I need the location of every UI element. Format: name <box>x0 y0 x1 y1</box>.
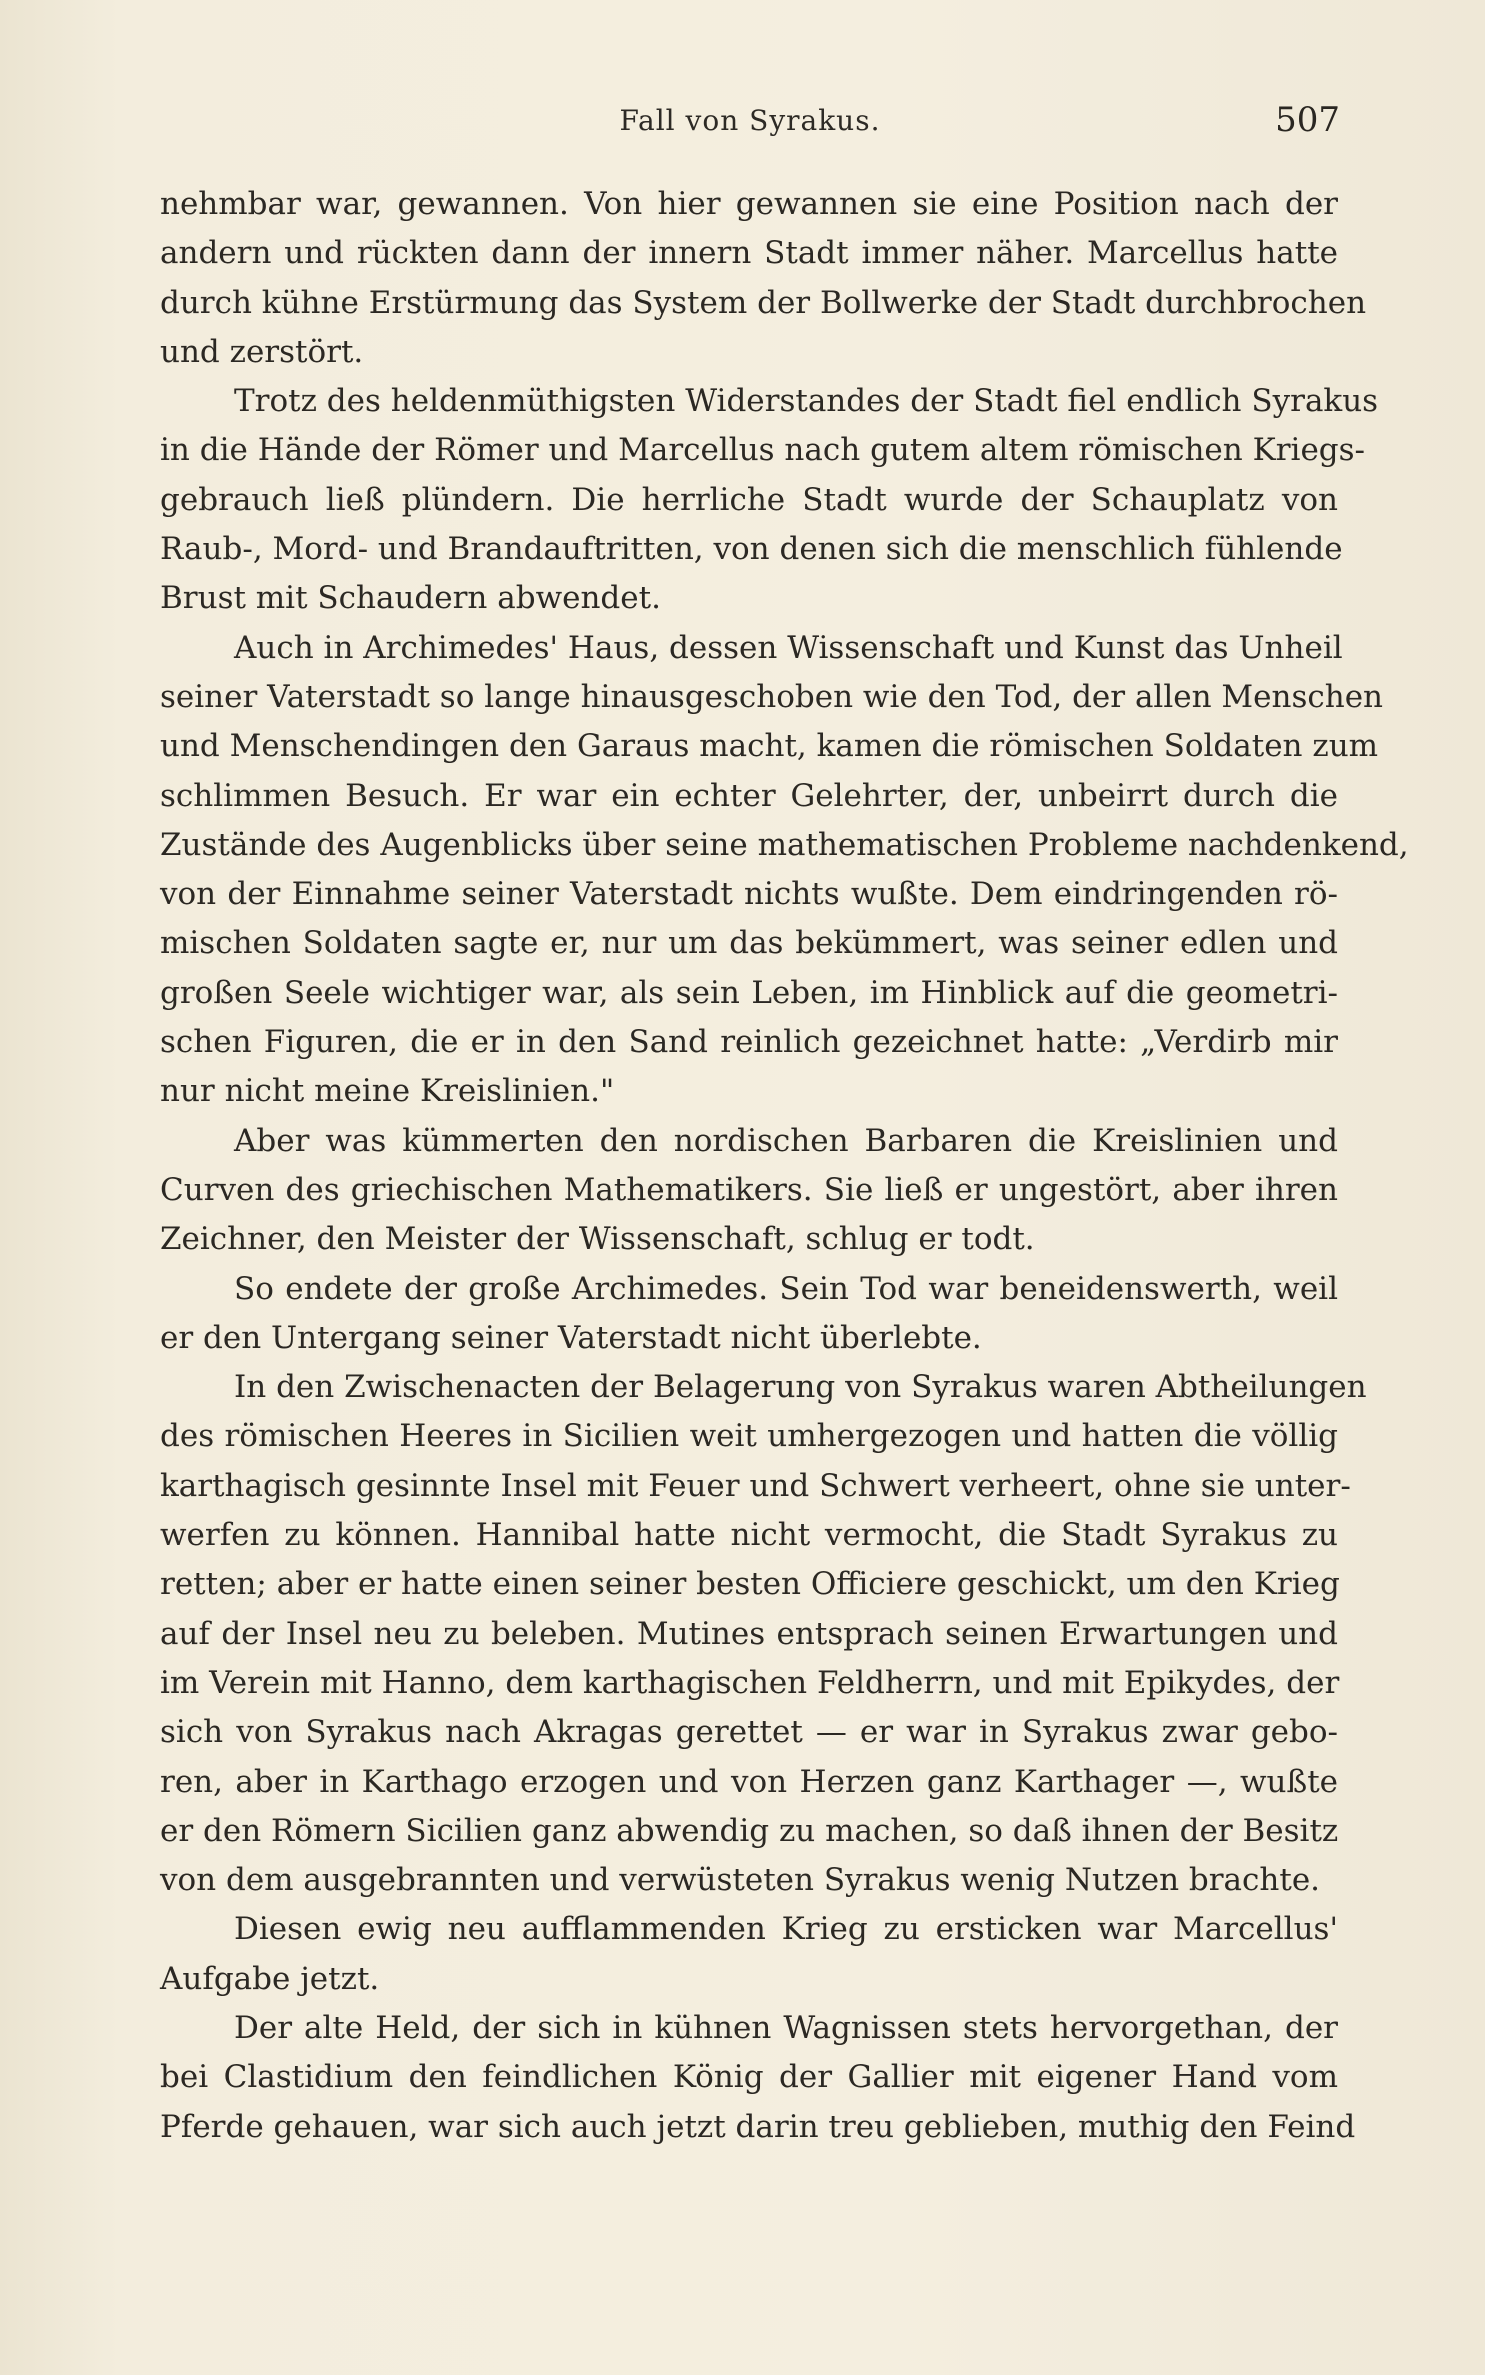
text-line: er den Römern Sicilien ganz abwendig zu machen, so daß ihnen der Besitz <box>160 1812 1339 1849</box>
text-line: von dem ausgebrannten und verwüsteten Syrakus wenig Nutzen brachte. <box>160 1862 1321 1899</box>
text-line: des römischen Heeres in Sicilien weit umhergezogen und hatten die völlig <box>160 1418 1338 1455</box>
paragraph <box>160 1117 1338 1265</box>
text-line: In den Zwischenacten der Belagerung von Syrakus waren Abtheilungen <box>234 1369 1367 1406</box>
text-line: auf der Insel neu zu beleben. Mutines entsprach seinen Erwartungen und <box>160 1615 1338 1652</box>
text-line: Raub-, Mord- und Brandauftritten, von denen sich die menschlich fühlende <box>160 531 1343 568</box>
text-line: nur nicht meine Kreislinien." <box>160 1073 615 1110</box>
text-line: Zustände des Augenblicks über seine mathematischen Probleme nachdenkend, <box>160 826 1409 863</box>
body-text <box>160 180 1409 2152</box>
text-line: Aber was kümmerten den nordischen Barbaren die Kreislinien und <box>234 1122 1338 1159</box>
text-line: Diesen ewig neu aufflammenden Krieg zu ersticken war Marcellus' <box>234 1911 1338 1948</box>
text-line: durch kühne Erstürmung das System der Bollwerke der Stadt durchbrochen <box>160 284 1367 321</box>
paragraph <box>160 377 1379 623</box>
text-line: Auch in Archimedes' Haus, dessen Wissenschaft und Kunst das Unheil <box>234 629 1343 666</box>
text-line: werfen zu können. Hannibal hatte nicht vermocht, die Stadt Syrakus zu <box>160 1517 1338 1554</box>
paragraph <box>160 180 1367 377</box>
paragraph <box>160 1905 1338 2004</box>
paragraph <box>160 1363 1367 1905</box>
text-line: gebrauch ließ plündern. Die herrliche Stadt wurde der Schauplatz von <box>160 481 1338 518</box>
text-line: er den Untergang seiner Vaterstadt nicht überlebte. <box>160 1319 982 1356</box>
text-line: Der alte Held, der sich in kühnen Wagnissen stets hervorgethan, der <box>234 2009 1338 2046</box>
text-line: Pferde gehauen, war sich auch jetzt darin treu geblieben, muthig den Feind <box>160 2108 1356 2145</box>
running-title: Fall von Syrakus. <box>619 104 881 137</box>
text-line: retten; aber er hatte einen seiner besten Officiere geschickt, um den Krieg <box>160 1566 1340 1603</box>
text-line: Aufgabe jetzt. <box>160 1960 380 1997</box>
text-line: schen Figuren, die er in den Sand reinlich gezeichnet hatte: „Verdirb mir <box>160 1024 1338 1061</box>
text-line: karthagisch gesinnte Insel mit Feuer und Schwert verheert, ohne sie unter- <box>160 1467 1351 1504</box>
text-line: im Verein mit Hanno, dem karthagischen Feldherrn, und mit Epikydes, der <box>160 1664 1340 1701</box>
page-header <box>160 100 1340 150</box>
paragraph <box>160 624 1409 1117</box>
text-line: Curven des griechischen Mathematikers. Sie ließ er ungestört, aber ihren <box>160 1171 1338 1208</box>
text-line: So endete der große Archimedes. Sein Tod war beneidenswerth, weil <box>234 1270 1338 1307</box>
text-line: sich von Syrakus nach Akragas gerettet — er war in Syrakus zwar gebo- <box>160 1714 1338 1751</box>
text-line: Trotz des heldenmüthigsten Widerstandes der Stadt fiel endlich Syrakus <box>234 383 1379 420</box>
text-line: Brust mit Schaudern abwendet. <box>160 580 661 617</box>
text-line: schlimmen Besuch. Er war ein echter Gelehrter, der, unbeirrt durch die <box>160 777 1338 814</box>
text-line: Zeichner, den Meister der Wissenschaft, schlug er todt. <box>160 1221 1035 1258</box>
text-line: bei Clastidium den feindlichen König der Gallier mit eigener Hand vom <box>160 2059 1338 2096</box>
page-number: 507 <box>1275 100 1340 140</box>
paragraph <box>160 1265 1338 1364</box>
text-line: von der Einnahme seiner Vaterstadt nichts wußte. Dem eindringenden rö- <box>160 876 1338 913</box>
text-line: mischen Soldaten sagte er, nur um das bekümmert, was seiner edlen und <box>160 925 1338 962</box>
text-line: nehmbar war, gewannen. Von hier gewannen sie eine Position nach der <box>160 186 1338 222</box>
text-line: und zerstört. <box>160 333 364 370</box>
text-line: seiner Vaterstadt so lange hinausgeschoben wie den Tod, der allen Menschen <box>160 678 1384 715</box>
text-line: großen Seele wichtiger war, als sein Leben, im Hinblick auf die geometri- <box>160 974 1338 1011</box>
text-line: andern und rückten dann der innern Stadt immer näher. Marcellus hatte <box>160 235 1338 272</box>
paragraph <box>160 2004 1356 2152</box>
text-line: ren, aber in Karthago erzogen und von Herzen ganz Karthager —, wußte <box>160 1763 1338 1800</box>
text-line: in die Hände der Römer und Marcellus nach gutem altem römischen Kriegs- <box>160 432 1366 469</box>
text-line: und Menschendingen den Garaus macht, kamen die römischen Soldaten zum <box>160 728 1379 765</box>
